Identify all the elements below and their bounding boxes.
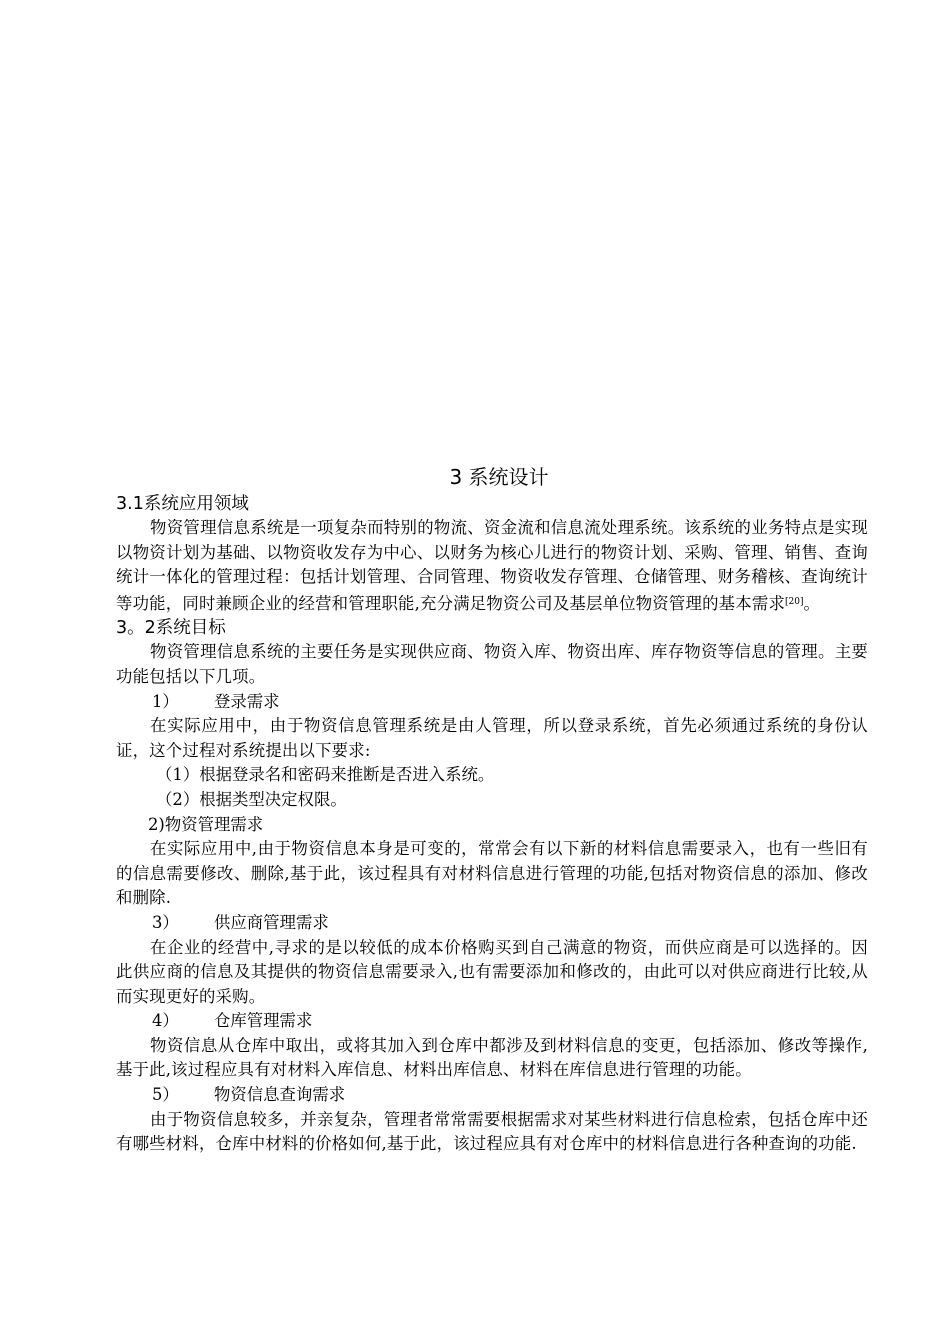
section-3-1-text: 物资管理信息系统是一项复杂而特别的物流、资金流和信息流处理系统。该系统的业务特点是实现以物资计划为基础、以物资收发存为中心、以财务为核心儿进行的物资计划、采购、管理、销售、查询统计一体化的管理过程：包括计划管理、合同管理、物资收发存管理、仓储管理、财务稽核、查询统计等功能，同时兼顾企业的经营和管理职能,充分满足物资公司及基层单位物资管理的基本需求: [116, 518, 868, 613]
list-item-title: 仓库管理需求: [214, 1011, 313, 1031]
login-requirement-2: （2）根据类型决定权限。: [156, 789, 347, 809]
list-item-login: [116, 690, 868, 715]
login-paragraph: 在实际应用中，由于物资信息管理系统是由人管理，所以登录系统，首先必须通过系统的身份认证，这个过程对系统提出以下要求:: [116, 716, 868, 760]
list-number: 5）: [152, 1085, 179, 1105]
page-content: [116, 462, 868, 1157]
section-3-2-intro: 物资管理信息系统的主要任务是实现供应商、物资入库、物资出库、库存物资等信息的管理。主要功能包括以下几项。: [116, 642, 868, 686]
section-3-1-text-end: 。: [803, 593, 821, 613]
list-item-material-management: 2)物资管理需求: [148, 814, 264, 834]
list-item-title: 登录需求: [214, 691, 280, 711]
list-item-title: 物资信息查询需求: [214, 1085, 346, 1105]
list-number: 1）: [152, 691, 179, 711]
list-item-warehouse: [116, 1009, 868, 1034]
warehouse-paragraph: 物资信息从仓库中取出，或将其加入到仓库中都涉及到材料信息的变更，包括添加、修改等操作,基于此,该过程应具有对材料入库信息、材料出库信息、材料在库信息进行管理的功能。: [116, 1035, 868, 1080]
list-item-supplier: [116, 911, 868, 936]
material-management-paragraph: 在实际应用中,由于物资信息本身是可变的，常常会有以下新的材料信息需要录入，也有一些旧有的信息需要修改、删除,基于此，该过程具有对材料信息进行管理的功能,包括对物资信息的添加、修改和删除.: [116, 839, 868, 908]
query-paragraph: 由于物资信息较多，并亲复杂，管理者常常需要根据需求对某些材料进行信息检索，包括仓库中还有哪些材料，仓库中材料的价格如何,基于此，该过程应具有对仓库中的材料信息进行各种查询的功能.: [116, 1109, 868, 1154]
list-number: 3）: [152, 912, 179, 932]
supplier-paragraph: 在企业的经营中,寻求的是以较低的成本价格购买到自己满意的物资，而供应商是可以选择的。因此供应商的信息及其提供的物资信息需要录入,也有需要添加和修改的，由此可以对供应商进行比较,从而实现更好的采购。: [116, 937, 868, 1006]
login-requirement-1: （1）根据登录名和密码来推断是否进入系统。: [156, 765, 495, 785]
list-item-title: 供应商管理需求: [214, 912, 329, 932]
citation-reference: [20]: [785, 596, 804, 607]
section-3-1-paragraph: [116, 516, 868, 616]
section-heading-3-1: 3.1系统应用领域: [116, 494, 249, 514]
section-heading-3-2: 3。2系统目标: [116, 618, 226, 639]
chapter-title: 3 系统设计: [449, 465, 549, 489]
list-number: 4）: [152, 1011, 179, 1031]
list-item-query: [116, 1083, 868, 1108]
